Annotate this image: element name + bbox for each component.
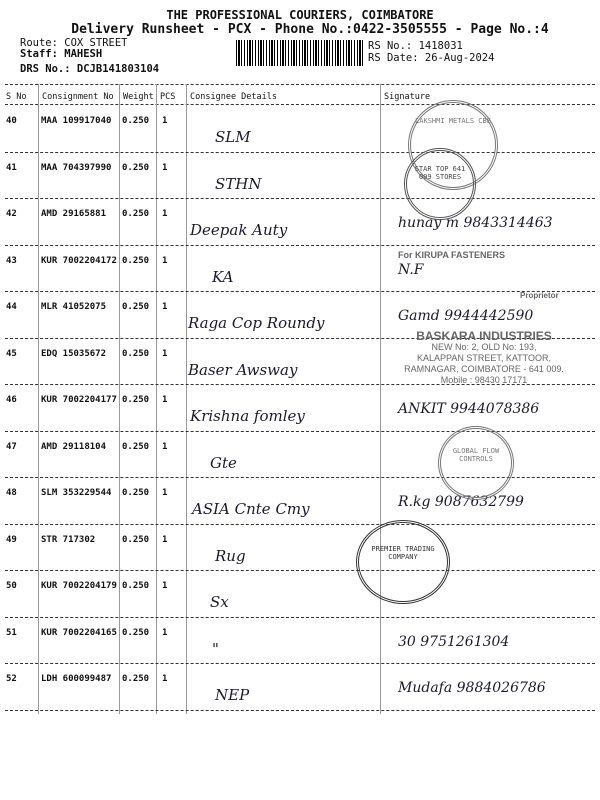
signature-handwriting: ANKIT 9944078386	[398, 401, 540, 417]
global-flow-stamp: GLOBAL FLOW CONTROLS	[438, 426, 514, 500]
runsheet-title: Delivery Runsheet - PCX - Phone No.:0422-3505555 - Page No.:4	[71, 22, 549, 37]
weight-cell: 0.250	[122, 534, 150, 545]
signature-handwriting: Gamd 9944442590	[398, 308, 534, 324]
sno-cell: 45	[6, 348, 17, 359]
row-divider	[5, 710, 595, 711]
weight-cell: 0.250	[122, 302, 150, 312]
weight-cell: 0.250	[122, 674, 150, 684]
consignment-cell: KUR 7002204172	[41, 255, 117, 266]
table-row	[0, 106, 600, 153]
weight-cell: 0.250	[122, 441, 150, 452]
signature-handwriting: R.kg 9087632799	[398, 494, 524, 510]
sno-cell: 49	[6, 534, 17, 545]
weight-cell: 0.250	[122, 395, 150, 405]
pcs-cell: 1	[162, 116, 168, 126]
consignment-cell: MLR 41052075	[41, 302, 107, 312]
consignment-cell: STR 717302	[41, 534, 96, 545]
divider	[5, 84, 595, 85]
pcs-cell: 1	[162, 162, 168, 173]
signature-handwriting: Mudafa 9884026786	[398, 680, 546, 696]
table-row	[0, 153, 600, 200]
kirupa-stamp: For KIRUPA FASTENERS	[398, 250, 506, 260]
proprietor-label: Proprietor	[520, 291, 559, 300]
rs-no-line: RS No.: 1418031	[368, 40, 463, 52]
rs-date-line: RS Date: 26-Aug-2024	[368, 52, 495, 64]
consignee-handwriting: Baser Awsway	[188, 360, 298, 379]
consignee-handwriting: STHN	[215, 174, 262, 193]
consignment-cell: AMD 29118104	[41, 441, 107, 452]
consignee-handwriting: Sx	[210, 593, 229, 611]
table-row	[0, 618, 600, 665]
table-row	[0, 571, 600, 618]
signature-handwriting: 30 9751261304	[398, 633, 510, 650]
sno-cell: 47	[6, 441, 17, 452]
pcs-cell: 1	[162, 302, 168, 312]
pcs-cell: 1	[162, 255, 168, 266]
signature-handwriting: N.F	[398, 261, 424, 278]
col-consignment: Consignment No	[42, 92, 114, 102]
col-consignee: Consignee Details	[190, 92, 277, 102]
consignee-handwriting: ASIA Cnte Cmy	[192, 500, 310, 518]
consignment-cell: LDH 600099487	[41, 674, 112, 684]
drs-value: DCJB141803104	[76, 63, 160, 75]
route-value: COX STREET	[64, 37, 128, 49]
consignee-handwriting: "	[212, 639, 219, 658]
sno-cell: 44	[6, 302, 17, 312]
weight-cell: 0.250	[122, 348, 150, 359]
table-row	[0, 525, 600, 572]
pcs-cell: 1	[162, 209, 168, 219]
col-weight: Weight	[123, 92, 154, 102]
consignment-cell: EDQ 15035672	[41, 348, 107, 359]
baskara-stamp: BASKARA INDUSTRIES NEW No: 2, OLD No: 193, KALAPPAN STREET, KATTOOR, RAMNAGAR, COIMBATORE - 641 009. Mobile : 98430 17171	[404, 329, 564, 385]
drs-line: DRS No.: DCJB141803104	[20, 63, 160, 75]
consignment-cell: SLM 353229544	[41, 488, 112, 498]
rs-date-value: 26-Aug-2024	[424, 52, 495, 64]
sno-cell: 41	[6, 162, 17, 173]
pcs-cell: 1	[162, 674, 168, 684]
col-sno: S No	[6, 92, 27, 102]
weight-cell: 0.250	[122, 581, 150, 591]
staff-value: MAHESH	[64, 48, 103, 60]
signature-handwriting: hunay m 9843314463	[398, 215, 553, 231]
divider	[5, 104, 595, 105]
sno-cell: 43	[6, 255, 17, 266]
pcs-cell: 1	[162, 488, 168, 498]
sno-cell: 51	[6, 627, 17, 638]
consignment-cell: KUR 7002204179	[41, 581, 117, 591]
premier-trading-stamp: PREMIER TRADING COMPANY	[356, 520, 450, 604]
rs-no-value: 1418031	[418, 40, 463, 52]
consignee-handwriting: Krishna fomley	[190, 407, 305, 425]
table-row	[0, 199, 600, 246]
consignee-handwriting: Raga Cop Roundy	[188, 314, 325, 332]
sno-cell: 46	[6, 395, 17, 405]
table-row	[0, 246, 600, 293]
pcs-cell: 1	[162, 627, 168, 638]
consignment-cell: KUR 7002204177	[41, 395, 117, 405]
consignment-cell: AMD 29165881	[41, 209, 107, 219]
sno-cell: 40	[6, 116, 17, 126]
consignee-handwriting: Gte	[210, 453, 237, 472]
consignee-handwriting: SLM	[215, 128, 251, 146]
consignment-cell: KUR 7002204165	[41, 627, 117, 638]
consignment-cell: MAA 704397990	[41, 162, 112, 173]
pcs-cell: 1	[162, 348, 168, 359]
consignee-handwriting: KA	[212, 267, 234, 286]
col-signature: Signature	[384, 92, 431, 102]
weight-cell: 0.250	[122, 162, 150, 173]
consignment-cell: MAA 109917040	[41, 116, 112, 126]
sno-cell: 52	[6, 674, 17, 684]
weight-cell: 0.250	[122, 627, 150, 638]
route-line: Route: COX STREET	[20, 37, 128, 49]
star-top-stamp: STAR TOP 641 009 STORES	[404, 148, 476, 220]
barcode	[236, 40, 364, 66]
weight-cell: 0.250	[122, 116, 150, 126]
lakshmi-metals-stamp: LAKSHMI METALS CBE	[408, 100, 498, 190]
weight-cell: 0.250	[122, 488, 150, 498]
sno-cell: 48	[6, 488, 17, 498]
table-row	[0, 385, 600, 432]
company-title: THE PROFESSIONAL COURIERS, COIMBATORE	[166, 8, 434, 22]
consignee-handwriting: Rug	[215, 546, 246, 565]
table-row	[0, 478, 600, 525]
pcs-cell: 1	[162, 395, 168, 405]
consignee-handwriting: NEP	[215, 686, 250, 704]
staff-line: Staff: MAHESH	[20, 48, 103, 60]
pcs-cell: 1	[162, 441, 168, 452]
sno-cell: 50	[6, 581, 17, 591]
col-pcs: PCS	[160, 92, 176, 102]
consignee-handwriting: Deepak Auty	[190, 221, 288, 239]
table-row	[0, 664, 600, 711]
sno-cell: 42	[6, 209, 17, 219]
pcs-cell: 1	[162, 534, 168, 545]
weight-cell: 0.250	[122, 209, 150, 219]
pcs-cell: 1	[162, 581, 168, 591]
weight-cell: 0.250	[122, 255, 150, 266]
